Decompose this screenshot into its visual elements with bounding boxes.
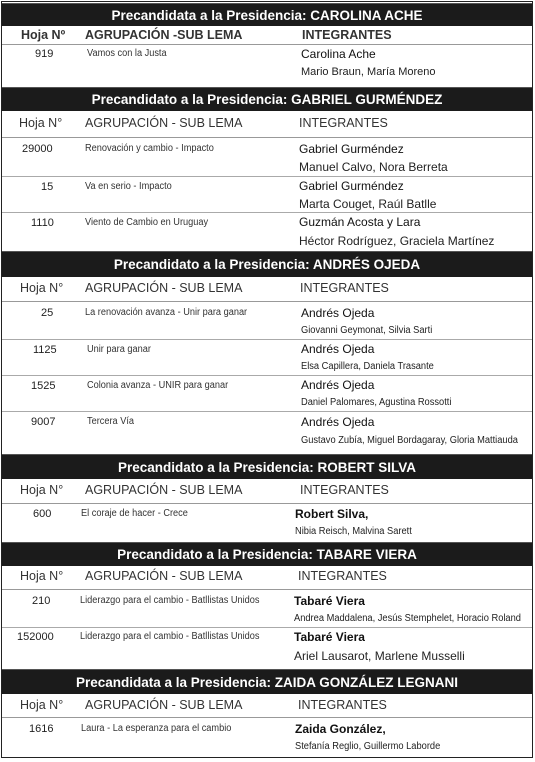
list-item — [1, 590, 533, 628]
list-item — [1, 45, 533, 85]
agrupacion-name: Viento de Cambio en Uruguay — [85, 217, 209, 228]
section-header-andres-ojeda: Precandidato a la Presidencia: ANDRÉS OJEDA — [1, 251, 533, 277]
other-members: Gustavo Zubía, Miguel Bordagaray, Gloria Mattiauda — [301, 435, 518, 446]
column-header-agrupacion: AGRUPACIÓN - SUB LEMA — [85, 483, 243, 497]
hoja-number: 600 — [33, 508, 52, 520]
section-header-robert-silva: Precandidato a la Presidencia: ROBERT SILVA — [1, 454, 533, 479]
list-item — [1, 412, 533, 454]
lead-candidate: Andrés Ojeda — [301, 415, 375, 429]
section-header-zaida-gonzalez: Precandidata a la Presidencia: ZAIDA GONZÁLEZ LEGNANI — [1, 669, 533, 694]
column-header-agrupacion: AGRUPACIÓN -SUB LEMA — [85, 28, 243, 42]
other-members: Héctor Rodríguez, Graciela Martínez — [299, 234, 495, 248]
lead-candidate: Zaida González, — [295, 722, 386, 736]
agrupacion-name: Tercera Vía — [87, 416, 135, 427]
lead-candidate: Robert Silva, — [295, 507, 369, 521]
column-headers — [1, 479, 533, 504]
column-header-hoja: Hoja N° — [20, 698, 64, 712]
column-headers — [1, 277, 533, 302]
column-header-hoja: Hoja N° — [20, 281, 64, 295]
agrupacion-name: Liderazgo para el cambio - Batllistas Unidos — [80, 631, 260, 642]
other-members: Daniel Palomares, Agustina Rossotti — [301, 397, 452, 408]
other-members: Andrea Maddalena, Jesús Stemphelet, Horacio Roland — [294, 613, 521, 624]
column-header-integrantes: INTEGRANTES — [298, 698, 387, 712]
list-item — [1, 177, 533, 213]
agrupacion-name: Colonia avanza - UNIR para ganar — [87, 380, 229, 391]
section-header-gabriel-gurmendez: Precandidato a la Presidencia: GABRIEL GURMÉNDEZ — [1, 87, 533, 111]
agrupacion-name: La renovación avanza - Unir para ganar — [85, 307, 248, 318]
agrupacion-name: Va en serio - Impacto — [85, 181, 172, 192]
other-members: Ariel Lausarot, Marlene Musselli — [294, 649, 465, 663]
hoja-number: 1616 — [29, 723, 54, 735]
hoja-number: 210 — [32, 595, 51, 607]
column-header-agrupacion: AGRUPACIÓN - SUB LEMA — [85, 281, 243, 295]
agrupacion-name: Liderazgo para el cambio - Batllistas Unidos — [80, 595, 260, 606]
column-headers — [1, 566, 533, 590]
column-header-agrupacion: AGRUPACIÓN - SUB LEMA — [85, 698, 243, 712]
agrupacion-name: Vamos con la Justa — [87, 48, 167, 59]
column-header-integrantes: INTEGRANTES — [298, 569, 387, 583]
list-item — [1, 138, 533, 177]
column-header-hoja: Hoja Nº — [21, 28, 66, 42]
list-item — [1, 718, 533, 758]
other-members: Giovanni Geymonat, Silvia Sarti — [301, 325, 433, 336]
lead-candidate: Andrés Ojeda — [301, 306, 375, 320]
lead-candidate: Andrés Ojeda — [301, 378, 375, 392]
column-header-hoja: Hoja N° — [20, 483, 64, 497]
hoja-number: 29000 — [22, 143, 53, 155]
column-header-integrantes: INTEGRANTES — [300, 281, 389, 295]
agrupacion-name: Unir para ganar — [87, 344, 151, 355]
column-headers — [1, 694, 533, 718]
hoja-number: 9007 — [31, 416, 56, 428]
lead-candidate: Gabriel Gurméndez — [299, 179, 404, 193]
agrupacion-name: El coraje de hacer - Crece — [81, 508, 188, 519]
other-members: Elsa Capillera, Daniela Trasante — [301, 361, 434, 372]
column-header-hoja: Hoja N° — [20, 569, 64, 583]
section-header-tabare-viera: Precandidato a la Presidencia: TABARE VIERA — [1, 542, 533, 566]
lead-candidate: Carolina Ache — [301, 47, 376, 61]
hoja-number: 15 — [41, 181, 54, 193]
list-item — [1, 340, 533, 376]
hoja-number: 25 — [41, 307, 54, 319]
hoja-number: 1525 — [31, 380, 56, 392]
column-header-integrantes: INTEGRANTES — [302, 28, 392, 42]
column-header-agrupacion: AGRUPACIÓN - SUB LEMA — [85, 116, 243, 130]
other-members: Nibia Reisch, Malvina Sarett — [295, 526, 412, 537]
list-item — [1, 213, 533, 251]
column-header-hoja: Hoja N° — [19, 116, 63, 130]
column-headers — [1, 111, 533, 138]
lead-candidate: Tabaré Viera — [294, 630, 365, 644]
hoja-number: 919 — [35, 48, 54, 60]
list-item — [1, 628, 533, 669]
hoja-number: 1125 — [33, 344, 57, 356]
lead-candidate: Gabriel Gurméndez — [299, 142, 404, 156]
other-members: Marta Couget, Raúl Batlle — [299, 197, 437, 211]
column-header-integrantes: INTEGRANTES — [299, 116, 388, 130]
hoja-number: 1110 — [31, 217, 54, 229]
agrupacion-name: Renovación y cambio - Impacto — [85, 143, 214, 154]
lead-candidate: Guzmán Acosta y Lara — [299, 215, 421, 229]
agrupacion-name: Laura - La esperanza para el cambio — [81, 723, 232, 734]
hoja-number: 152000 — [17, 631, 54, 643]
other-members: Mario Braun, María Moreno — [301, 66, 436, 78]
list-item — [1, 302, 533, 340]
column-headers — [1, 26, 533, 45]
column-header-agrupacion: AGRUPACIÓN - SUB LEMA — [85, 569, 243, 583]
section-header-carolina-ache: Precandidata a la Presidencia: CAROLINA ACHE — [1, 3, 533, 26]
list-item — [1, 376, 533, 412]
list-item — [1, 504, 533, 542]
column-header-integrantes: INTEGRANTES — [300, 483, 389, 497]
other-members: Manuel Calvo, Nora Berreta — [299, 160, 448, 174]
lead-candidate: Andrés Ojeda — [301, 342, 375, 356]
other-members: Stefanía Reglio, Guillermo Laborde — [295, 741, 441, 752]
lead-candidate: Tabaré Viera — [294, 594, 365, 608]
